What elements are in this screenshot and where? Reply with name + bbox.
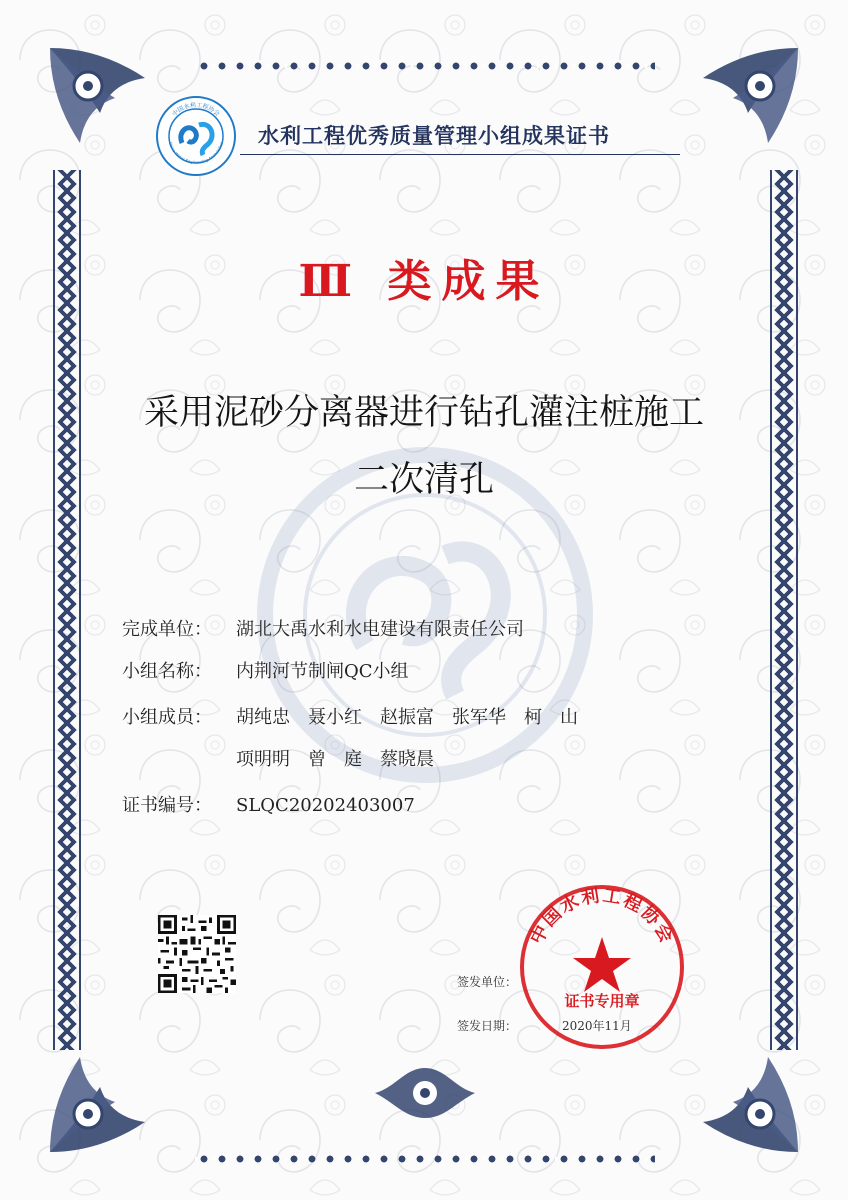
seal-arc-text: 中国水利工程协会 — [526, 885, 678, 948]
field-value-members-line-2: 项明明 曾 庭 蔡晓晨 — [236, 749, 434, 770]
top-border-band — [195, 57, 655, 75]
field-label-cert-no: 证书编号： — [122, 795, 212, 816]
bottom-center-ornament-icon — [355, 1058, 495, 1128]
field-value-members-line-1: 胡纯忠 聂小红 赵振富 张军华 柯 山 — [236, 707, 578, 728]
issuing-unit-label: 签发单位： — [457, 975, 518, 989]
field-members — [122, 703, 578, 729]
field-value-cert-no: SLQC20202403007 — [236, 795, 415, 816]
seal-bottom-text: 证书专用章 — [564, 992, 640, 1010]
project-title-line-1: 采用泥砂分离器进行钻孔灌注桩施工 — [143, 393, 704, 433]
project-title-line-2: 二次清孔 — [353, 460, 494, 500]
top-right-ornament-icon — [688, 38, 808, 158]
field-label-members: 小组成员： — [122, 707, 212, 728]
field-group-name — [122, 657, 409, 683]
field-completion-unit — [122, 615, 524, 641]
field-value-unit: 湖北大禹水利水电建设有限责任公司 — [236, 619, 524, 640]
field-label-group: 小组名称： — [122, 661, 212, 682]
bottom-border-band — [195, 1150, 655, 1168]
field-label-unit: 完成单位： — [122, 619, 212, 640]
field-certificate-number — [122, 791, 415, 817]
issue-date-value: 2020年11月 — [562, 1019, 632, 1033]
award-grade: Ⅲ 类成果 — [298, 256, 550, 307]
certificate-header-title: 水利工程优秀质量管理小组成果证书 — [258, 123, 610, 148]
issue-date-label: 签发日期： — [457, 1019, 518, 1033]
header-divider — [240, 154, 680, 155]
logo-arc-text-en: China Water Engineering Association — [167, 141, 225, 165]
top-left-ornament-icon — [40, 38, 160, 158]
bottom-left-ornament-icon — [40, 1042, 160, 1162]
field-value-group: 内荆河节制闸QC小组 — [236, 661, 409, 682]
logo-arc-text: 中国水利工程协会 — [171, 101, 221, 118]
qr-code-icon — [158, 915, 236, 993]
bottom-right-ornament-icon — [688, 1042, 808, 1162]
association-logo-icon — [155, 95, 237, 177]
